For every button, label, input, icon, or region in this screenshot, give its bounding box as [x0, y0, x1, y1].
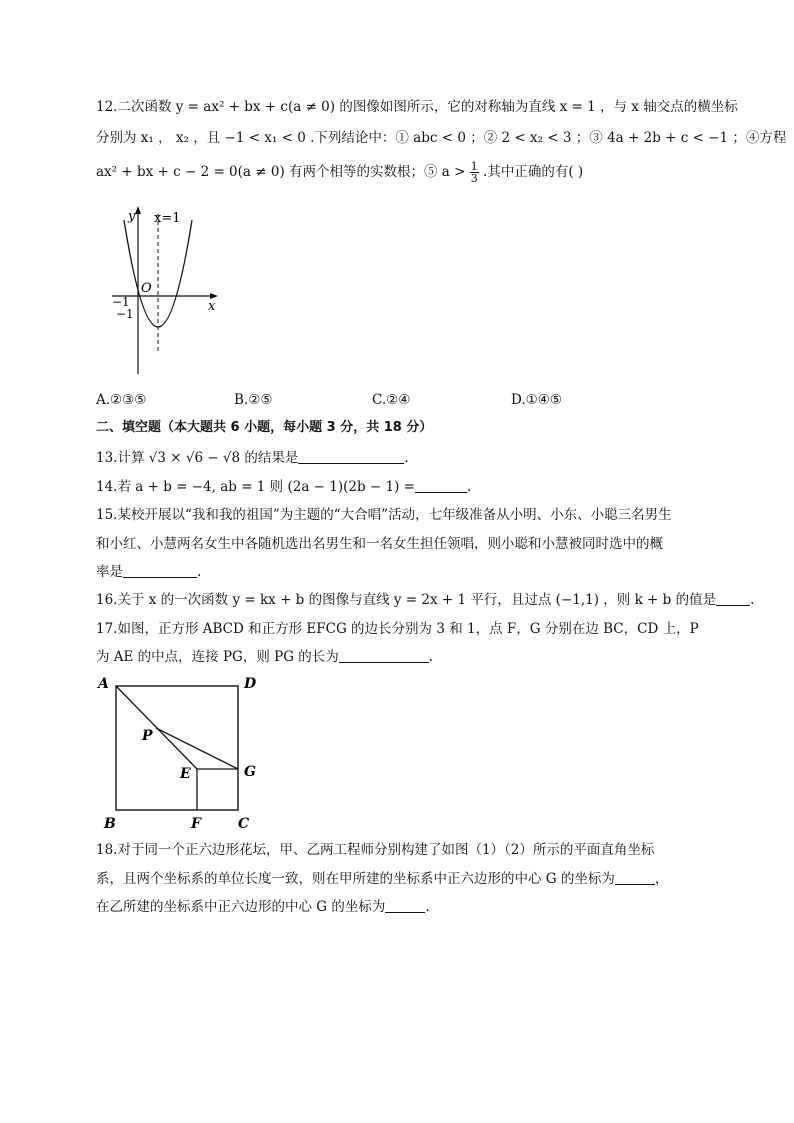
q12-frac-num: 1 — [470, 160, 478, 173]
q12-line3-a: ax² + bx + c − 2 = 0(a ≠ 0) 有两个相等的实数根；⑤ a > — [96, 164, 466, 180]
q12-graph-origin: O — [141, 281, 152, 296]
q17-label-g: G — [244, 764, 256, 780]
q17-label-b: B — [104, 816, 116, 832]
q17-squares-figure — [96, 672, 266, 836]
q12-graph-tick-neg1-x: −1 — [112, 295, 130, 309]
q12-graph-y-label: y — [128, 209, 136, 224]
q18-text-2: 系，且两个坐标系的单位长度一致，则在甲所建的坐标系中正六边形的中心 G 的坐标为 — [96, 871, 615, 887]
q12-graph-x-label: x — [208, 299, 216, 314]
q17-label-f: F — [191, 816, 201, 832]
q13-text: 13.计算 √3 × √6 − √8 的结果是 — [96, 450, 299, 466]
q15-end: . — [197, 564, 202, 580]
q14-answer-blank — [415, 478, 467, 493]
q13-end: . — [404, 450, 409, 466]
q12-graph-tick-neg1-y: −1 — [116, 307, 134, 321]
q18-text-3: 在乙所建的坐标系中正六边形的中心 G 的坐标为 — [96, 899, 386, 915]
q18-answer-blank-2 — [385, 898, 425, 913]
q12-option-b: B.②⑤ — [234, 392, 273, 408]
q12-fraction — [470, 161, 479, 184]
q18-line3 — [96, 897, 430, 917]
q17-text: 为 AE 的中点，连接 PG，则 PG 的长为 — [96, 649, 339, 665]
q18-answer-blank-1 — [615, 870, 655, 885]
q15-text-end: 率是 — [96, 564, 123, 580]
q12-graph-axis-label: x=1 — [154, 211, 181, 226]
q18-line1: 18.对于同一个正六边形花坛，甲、乙两工程师分别构建了如图（1）（2）所示的平面直角坐标 — [96, 842, 655, 858]
q12-line1: 12.二次函数 y = ax² + bx + c(a ≠ 0) 的图像如图所示，它的对称轴为直线 x = 1 ，与 x 轴交点的横坐标 — [96, 99, 738, 115]
q12-option-c: C.②④ — [372, 392, 411, 408]
q15-answer-blank — [123, 563, 197, 578]
q17-label-e: E — [180, 766, 191, 782]
q17-line1: 17.如图，正方形 ABCD 和正方形 EFCG 的边长分别为 3 和 1，点 F，G 分别在边 BC，CD 上，P — [96, 621, 699, 637]
q13-answer-blank — [298, 449, 404, 464]
q18-line2-end: ， — [654, 871, 669, 887]
q16-answer-blank — [716, 591, 750, 606]
q17-answer-blank — [339, 648, 429, 663]
q15-line2: 和小红、小慧两名女生中各随机选出名男生和一名女生担任领唱，则小聪和小慧被同时选中的概 — [96, 536, 663, 552]
q17-label-d: D — [244, 676, 257, 692]
q12-line2: 分别为 x₁ ， x₂ ，且 −1 < x₁ < 0 .下列结论中：① abc < 0 ；② 2 < x₂ < 3 ；③ 4a + 2b + c < −1 ；④方程 — [96, 130, 787, 146]
q18-line3-end: . — [425, 899, 430, 915]
q16-end: . — [750, 592, 755, 608]
q18-line2 — [96, 869, 668, 889]
q17-line2 — [96, 647, 433, 667]
q12-line3 — [96, 161, 583, 184]
q17-label-a: A — [98, 676, 109, 692]
q17-label-p: P — [142, 728, 153, 744]
q12-frac-den: 3 — [470, 172, 478, 185]
q14-text: 14.若 a + b = −4, ab = 1 则 (2a − 1)(2b − 1) = — [96, 479, 415, 495]
q17-label-c: C — [238, 816, 250, 832]
q13-line — [96, 448, 409, 468]
q15-line1: 15.某校开展以“我和我的祖国”为主题的“大合唱”活动，七年级准备从小明、小东、小聪三名男生 — [96, 507, 672, 523]
q14-line — [96, 477, 471, 497]
q12-option-d: D.①④⑤ — [511, 392, 562, 408]
q16-line — [96, 590, 754, 610]
q15-line3 — [96, 562, 201, 582]
q14-end: . — [466, 479, 472, 495]
q12-option-a: A.②③⑤ — [96, 392, 147, 408]
section-fill-in-title: 二、填空题（本大题共 6 小题，每小题 3 分，共 18 分） — [96, 420, 433, 435]
q16-text: 16.关于 x 的一次函数 y = kx + b 的图像与直线 y = 2x + 1 平行，且过点 (−1,1) ，则 k + b 的值是 — [96, 592, 717, 608]
q17-end: . — [428, 649, 434, 665]
q12-line3-b: .其中正确的有( ) — [483, 164, 584, 180]
q12-parabola-graph — [108, 204, 228, 380]
